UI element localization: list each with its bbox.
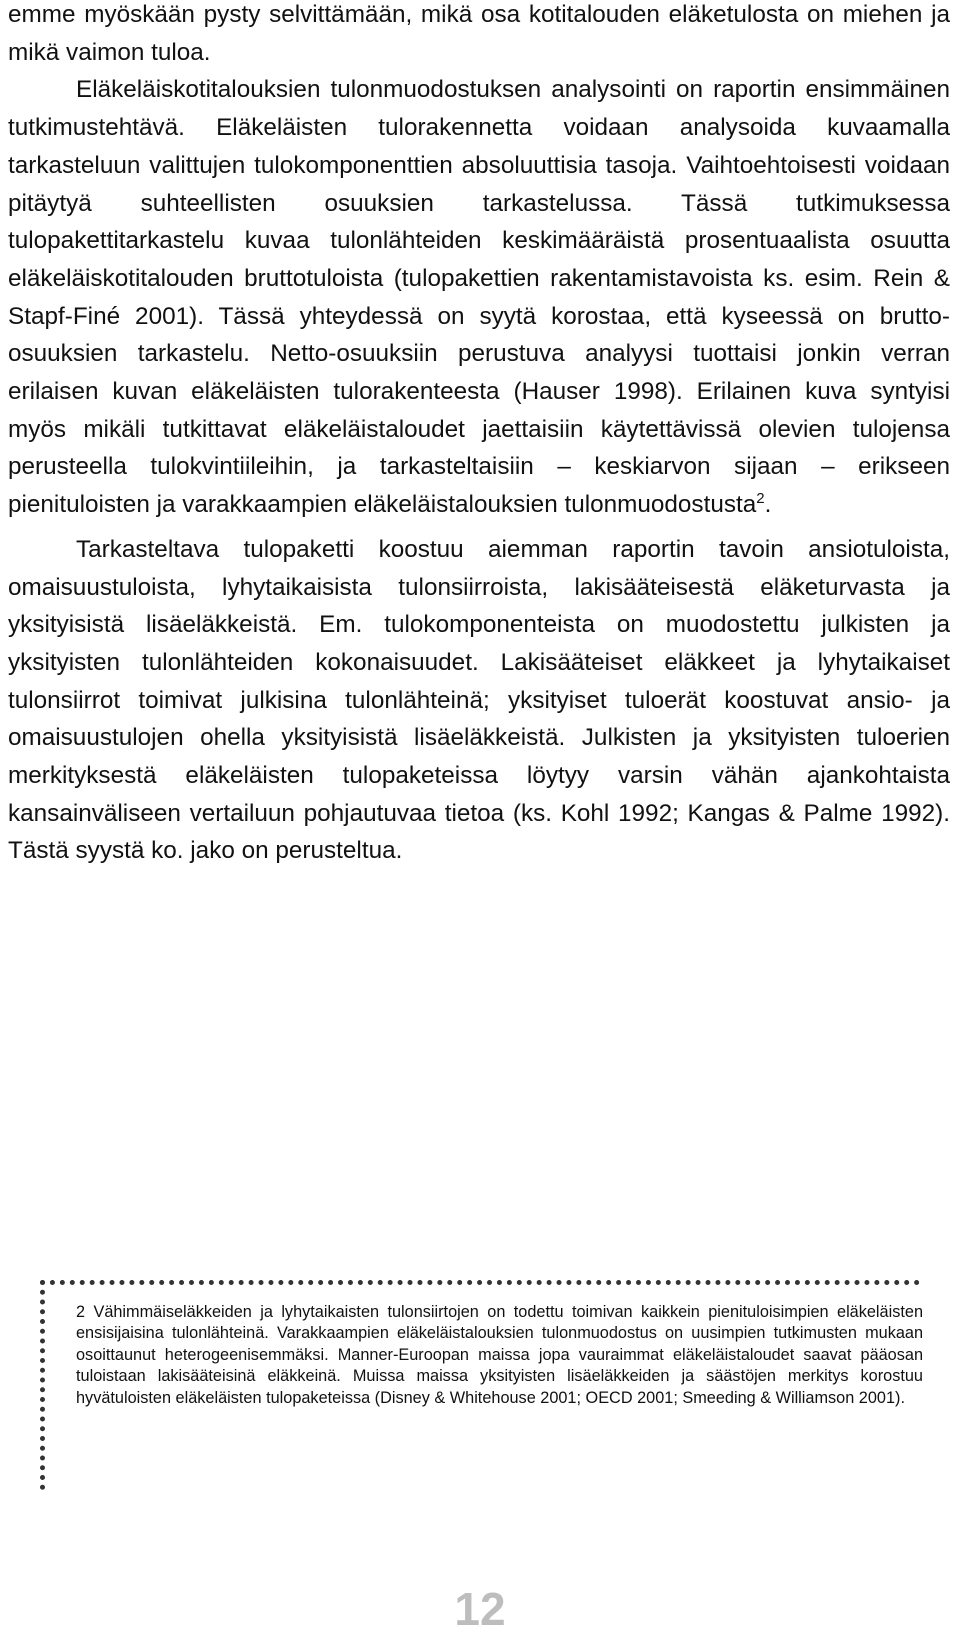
footnote-reference: 2 [756,490,765,508]
body-text [8,0,950,870]
paragraph-1: emme myöskään pysty selvittämään, mikä osa kotitalouden eläketulosta on miehen ja mikä vaimon tuloa. [8,1,950,66]
footnote-text: 2 Vähimmäiseläkkeiden ja lyhytaikaisten tulonsiirtojen on todettu toimivan kaikkein pienituloisimpien eläkeläisten ensisijaisina tulonlähteinä. Varakkaampien eläkeläistalouksien tulonmuodostus on uusimpien tutkimusten mukaan osoittaunut heterogeenisemmäksi. Manner-Euroopan maissa jopa vauraimmat eläkeläistaloudet saavat pääosan tuloistaan lakisääteisinä eläkkeinä. Muissa maissa yksityisten lisäeläkkeiden ja säästöjen merkitys korostuu hyvätuloisten eläkeläisten tulopaketeissa (Disney & Whitehouse 2001; OECD 2001; Smeeding & Williamson 2001). [76,1303,923,1407]
paragraph-3: Tarkasteltava tulopaketti koostuu aiemman raportin tavoin ansiotuloista, omaisuustuloista, lyhytaikaisista tulonsiirroista, lakisääteisestä eläketurvasta ja yksityisistä lisäeläkkeistä. Em. tulokomponenteista on muodostettu julkisten ja yksityisten tulonlähteiden kokonaisuudet. Lakisääteiset eläkkeet ja lyhytaikaiset tulonsiirrot toimivat julkisina tulonlähteinä; yksityiset tuloerät koostuvat ansio- ja omaisuustulojen ohella yksityisistä lisäeläkkeistä. Julkisten ja yksityisten tuloerien merkityksestä eläkeläisten tulopaketeissa löytyy varsin vähän ajankohtaista kansainväliseen vertailuun pohjautuvaa tietoa (ks. Kohl 1992; Kangas & Palme 1992). Tästä syystä ko. jako on perusteltua. [8,535,950,865]
paragraph-2 [8,71,950,523]
paragraph-2-text: Eläkeläiskotitalouksien tulonmuodostuksen analysointi on raportin ensimmäinen tutkimustehtävä. Eläkeläisten tulorakennetta voidaan analysoida kuvaamalla tarkasteluun valittujen tulokomponenttien absoluuttisia tasoja. Vaihtoehtoisesti voidaan pitäytyä suhteellisten osuuksien tarkastelussa. Tässä tutkimuksessa tulopakettitarkastelu kuvaa tulonlähteiden keskimääräistä prosentuaalista osuutta eläkeläiskotitalouden bruttotuloista (tulopakettien rakentamistavoista ks. esim. Rein & Stapf-Finé 2001). Tässä yhteydessä on syytä korostaa, että kyseessä on brutto-osuuksien tarkastelu. Netto-osuuksiin perustuva analyysi tuottaisi jonkin verran erilaisen kuvan eläkeläisten tulorakenteesta (Hauser 1998). Erilainen kuva syntyisi myös mikäli tutkittavat eläkeläistaloudet jaettaisiin käytettävissä olevien tulojensa perusteella tulokvintiileihin, ja tarkasteltaisiin – keskiarvon sijaan – erikseen pienituloisten ja varakkaampien eläkeläistalouksien tulonmuodostusta [8,76,950,519]
page-number: 12 [454,1583,506,1635]
paragraph-2-end: . [764,491,772,519]
footnote [76,1302,923,1409]
